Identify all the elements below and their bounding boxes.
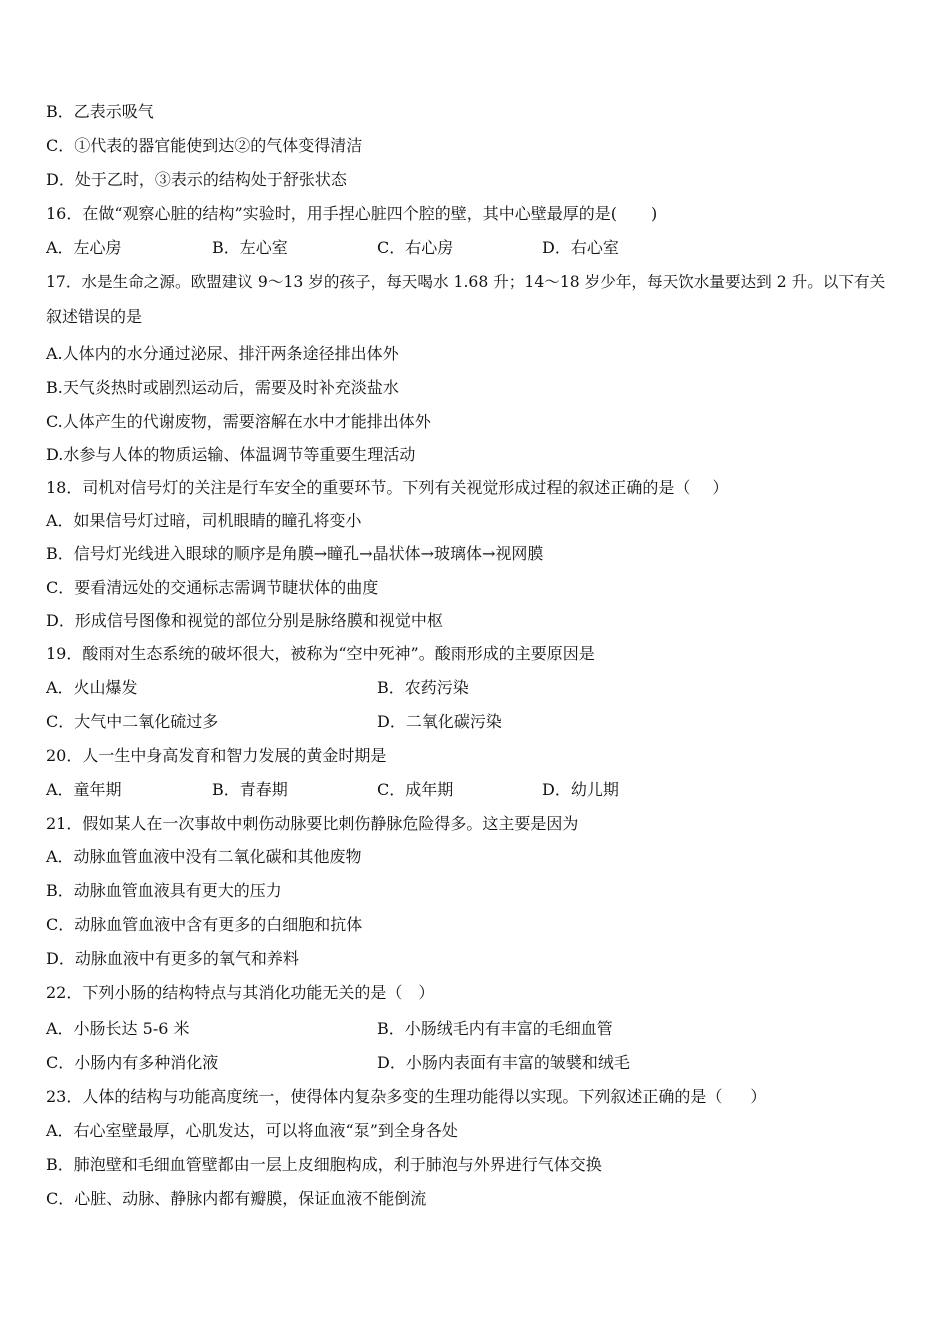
q19-option-c: C．大气中二氧化硫过多: [46, 712, 219, 731]
q17-option-a: A.人体内的水分通过泌尿、排汗两条途径排出体外: [46, 344, 399, 363]
q23-paren-close: ）: [750, 1087, 767, 1106]
q17-stem-line2: 叙述错误的是: [46, 307, 143, 326]
q21-option-b: B．动脉血管血液具有更大的压力: [46, 881, 282, 900]
q23-stem: [46, 1087, 766, 1107]
q21-option-d: D．动脉血液中有更多的氧气和养料: [46, 949, 299, 968]
q22-option-c: C．小肠内有多种消化液: [46, 1053, 219, 1072]
q23-option-b: B．肺泡壁和毛细血管壁都由一层上皮细胞构成，利于肺泡与外界进行气体交换: [46, 1155, 602, 1174]
q16-option-b: B．左心室: [212, 238, 288, 257]
q22-option-b: B．小肠绒毛内有丰富的毛细血管: [377, 1019, 613, 1038]
q21-option-a: A．动脉血管血液中没有二氧化碳和其他废物: [46, 847, 362, 866]
q18-paren-close: ）: [712, 478, 729, 497]
q21-option-c: C．动脉血管血液中含有更多的白细胞和抗体: [46, 915, 363, 934]
q16-option-d: D．右心室: [542, 238, 619, 257]
q18-stem: [46, 478, 728, 498]
q18-option-b: B．信号灯光线进入眼球的顺序是角膜→瞳孔→晶状体→玻璃体→视网膜: [46, 544, 544, 563]
q20-option-b: B．青春期: [212, 780, 288, 799]
q22-paren-close: ）: [418, 983, 435, 1002]
q18-option-a: A．如果信号灯过暗，司机眼睛的瞳孔将变小: [46, 511, 362, 530]
q19-option-b: B．农药污染: [377, 678, 469, 697]
q22-stem: [46, 983, 434, 1003]
q22-option-a: A．小肠长达 5-6 米: [46, 1019, 190, 1038]
q16-paren-close: ): [650, 204, 658, 223]
q20-stem: 20．人一生中身高发育和智力发展的黄金时期是: [46, 746, 387, 765]
q17-stem-line1: 17．水是生命之源。欧盟建议 9～13 岁的孩子，每天喝水 1.68 升；14～18 岁少年，每天饮水量要达到 2 升。以下有关: [46, 273, 886, 291]
q18-stem-text: 18．司机对信号灯的关注是行车安全的重要环节。下列有关视觉形成过程的叙述正确的是（: [46, 478, 691, 497]
q17-option-b: B.天气炎热时或剧烈运动后，需要及时补充淡盐水: [46, 378, 399, 397]
q23-stem-text: 23．人体的结构与功能高度统一，使得体内复杂多变的生理功能得以实现。下列叙述正确的是（: [46, 1087, 723, 1106]
q15-option-d: D．处于乙时，③表示的结构处于舒张状态: [46, 170, 347, 189]
q21-stem: 21．假如某人在一次事故中刺伤动脉要比刺伤静脉危险得多。这主要是因为: [46, 814, 579, 833]
q17-option-c: C.人体产生的代谢废物，需要溶解在水中才能排出体外: [46, 412, 431, 431]
q19-option-a: A．火山爆发: [46, 678, 138, 697]
q18-option-c: C．要看清远处的交通标志需调节睫状体的曲度: [46, 578, 379, 597]
q19-option-d: D．二氧化碳污染: [377, 712, 502, 731]
q15-option-c: C．①代表的器官能使到达②的气体变得清洁: [46, 136, 363, 155]
q20-option-a: A．童年期: [46, 780, 122, 799]
q17-option-d: D.水参与人体的物质运输、体温调节等重要生理活动: [46, 445, 416, 464]
q16-option-c: C．右心房: [377, 238, 454, 257]
q22-stem-text: 22．下列小肠的结构特点与其消化功能无关的是（: [46, 983, 403, 1002]
q23-option-c: C．心脏、动脉、静脉内都有瓣膜，保证血液不能倒流: [46, 1189, 427, 1208]
q16-stem: [46, 204, 657, 224]
q20-option-c: C．成年期: [377, 780, 454, 799]
q16-option-a: A．左心房: [46, 238, 122, 257]
q23-option-a: A．右心室壁最厚，心肌发达，可以将血液“泵”到全身各处: [46, 1121, 458, 1140]
q22-option-d: D．小肠内表面有丰富的皱襞和绒毛: [377, 1053, 630, 1072]
q20-option-d: D．幼儿期: [542, 780, 619, 799]
q19-stem: 19．酸雨对生态系统的破坏很大，被称为“空中死神”。酸雨形成的主要原因是: [46, 644, 595, 663]
q15-option-b: B．乙表示吸气: [46, 102, 154, 121]
q18-option-d: D．形成信号图像和视觉的部位分别是脉络膜和视觉中枢: [46, 611, 443, 630]
q16-stem-text: 16．在做“观察心脏的结构”实验时，用手捏心脏四个腔的壁，其中心壁最厚的是(: [46, 204, 617, 223]
